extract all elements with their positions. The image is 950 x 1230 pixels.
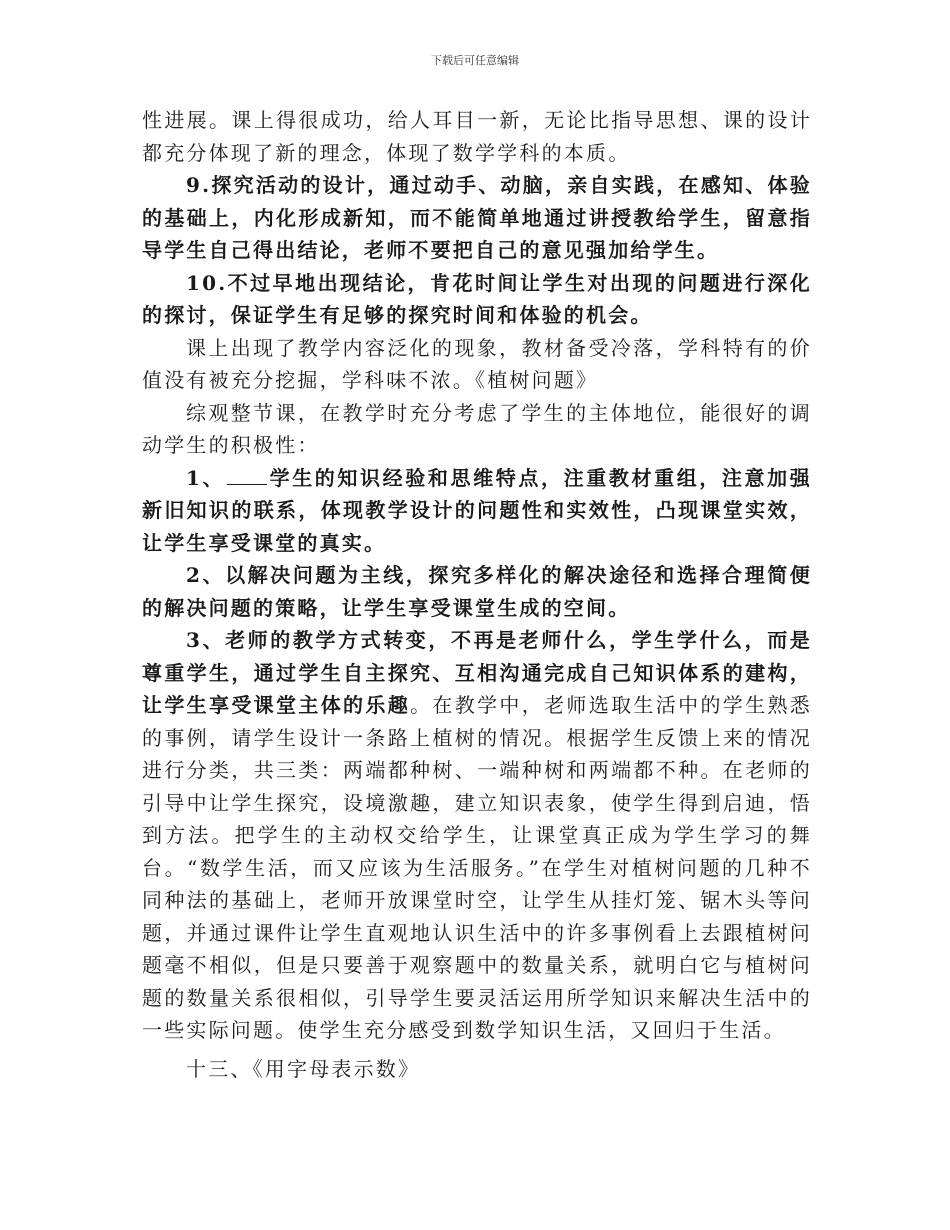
paragraph-class-observation: 课上出现了教学内容泛化的现象，教材备受冷落，学科特有的价值没有被充分挖掘，学科味不浓。《植树问题》 [142,335,812,392]
point-1-number: 1、 [186,465,226,490]
point-1-text: 学生的知识经验和思维特点，注重教材重组，注意加强新旧知识的联系，体现教学设计的问题性和实效性，凸现课堂实效，让学生享受课堂的真实。 [142,465,812,555]
point-3-normal-text: 。在教学中，老师选取生活中的学生熟悉的事例，请学生设计一条路上植树的情况。根据学生反馈上来的情况进行分类，共三类：两端都种树、一端种树和两端都不种。在老师的引导中让学生探究，设境激趣，建立知识表象，使学生得到启迪，悟到方法。把学生的主动权交给学生，让课堂真正成为学生学习的舞台。“数学生活，而又应该为生活服务。”在学生对植树问题的几种不同种法的基础上，老师开放课堂时空，让学生从挂灯笼、锯木头等问题，并通过课件让学生直观地认识生活中的许多事例看上去跟植树问题毫不相似，但是只要善于观察题中的数量关系，就明白它与植树问题的数量关系很相似，引导学生要灵活运用所学知识来解决生活中的一些实际问题。使学生充分感受到数学知识生活，又回归于生活。 [142,693,812,1042]
paragraph-point-3 [142,624,812,1047]
blank-underline [227,464,267,485]
point-3-bold-text: 3、老师的教学方式转变，不再是老师什么，学生学什么，而是尊重学生，通过学生自主探究、互相沟通完成自己知识体系的建构，让学生享受课堂主体的乐趣 [142,628,812,717]
paragraph-continuation: 性进展。课上得很成功，给人耳目一新，无论比指导思想、课的设计都充分体现了新的理念，体现了数学学科的本质。 [142,108,812,165]
page-header: 下载后可任意编辑 [431,54,519,67]
document-body [142,104,812,1085]
section-heading-13: 十三、《用字母表示数》 [186,1056,421,1081]
paragraph-point-2: 2、以解决问题为主线，探究多样化的解决途径和选择合理简便的解决问题的策略，让学生享受课堂生成的空间。 [142,563,812,620]
paragraph-item-10: 10.不过早地出现结论，肯花时间让学生对出现的问题进行深化的探讨，保证学生有足够的探究时间和体验的机会。 [142,270,812,327]
paragraph-item-9: 9.探究活动的设计，通过动手、动脑，亲自实践，在感知、体验的基础上，内化形成新知，而不能简单地通过讲授教给学生，留意指导学生自己得出结论，老师不要把自己的意见强加给学生。 [142,173,812,262]
paragraph-point-1 [142,462,812,560]
paragraph-overall-review: 综观整节课，在教学时充分考虑了学生的主体地位，能很好的调动学生的积极性： [142,400,812,457]
